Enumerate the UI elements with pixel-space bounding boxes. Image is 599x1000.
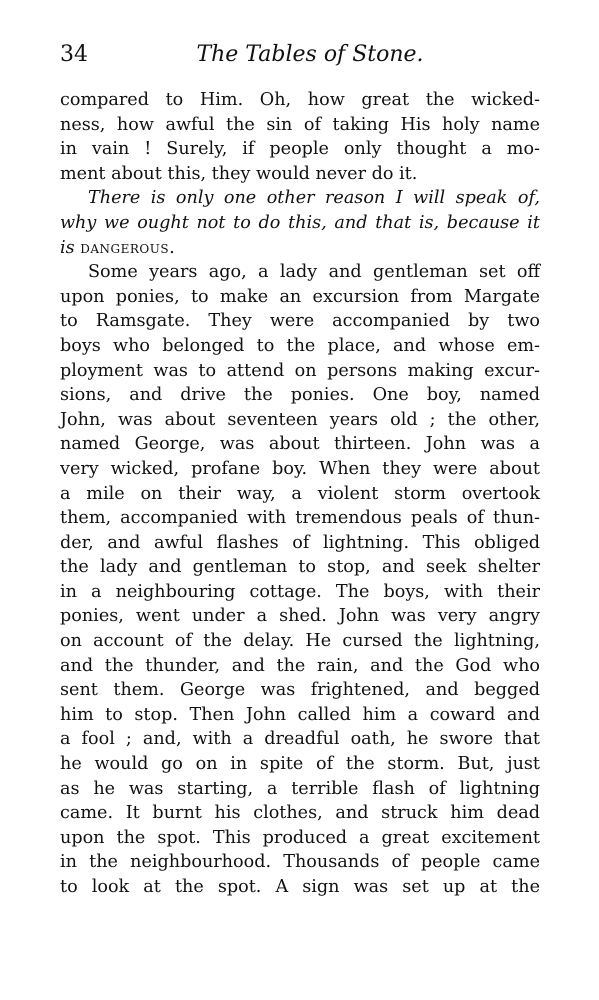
text-line-final: [60, 236, 540, 261]
text-line: in a neighbouring cottage. The boys, with their: [60, 581, 540, 602]
text-line: to Ramsgate. They were accompanied by two: [60, 311, 540, 332]
text-line: Some years ago, a lady and gentleman set off: [88, 262, 540, 283]
paragraph-1: [60, 88, 540, 186]
text-line: ment about this, they would never do it.: [60, 163, 418, 184]
text-line: as he was starting, a terrible flash of lightning: [60, 778, 540, 799]
text-line: he would go on in spite of the storm. But, just: [60, 754, 540, 775]
running-title: The Tables of Stone.: [196, 42, 424, 67]
text-line: John, was about seventeen years old ; the other,: [60, 409, 540, 430]
text-line: to look at the spot. A sign was set up at the: [60, 877, 540, 897]
text-line: upon ponies, to make an excursion from Margate: [60, 286, 540, 307]
text-line: him to stop. Then John called him a coward and: [60, 704, 540, 725]
text-line: ponies, went under a shed. John was very angry: [60, 606, 540, 627]
text-line: There is only one other reason I will speak of,: [88, 188, 540, 209]
text-line: came. It burnt his clothes, and struck him dead: [60, 803, 540, 824]
text-line: them, accompanied with tremendous peals of thun-: [60, 508, 540, 529]
text-line: boys who belonged to the place, and whose em-: [60, 335, 540, 356]
page-header: [60, 42, 540, 76]
paragraph-3: [60, 260, 540, 899]
text-line: in the neighbourhood. Thousands of people came: [60, 852, 540, 873]
text-line: sent them. George was frightened, and begged: [60, 680, 540, 701]
text-line: very wicked, profane boy. When they were about: [60, 458, 540, 479]
text-line: upon the spot. This produced a great excitement: [60, 827, 540, 848]
paragraph-2: [60, 186, 540, 260]
text-line: named George, was about thirteen. John was a: [60, 434, 540, 455]
page-number: 34: [60, 42, 88, 67]
text-line: a mile on their way, a violent storm overtook: [60, 483, 540, 504]
text-line: a fool ; and, with a dreadful oath, he swore that: [60, 729, 540, 750]
text-line: ployment was to attend on persons making excur-: [60, 360, 540, 381]
text-line: compared to Him. Oh, how great the wicked-: [60, 90, 540, 110]
text-line: ness, how awful the sin of taking His holy name: [60, 114, 540, 135]
text-line: der, and awful flashes of lightning. This obliged: [60, 532, 540, 553]
text-line: the lady and gentleman to stop, and seek shelter: [60, 557, 540, 578]
text-line: in vain ! Surely, if people only thought a mo-: [60, 139, 540, 160]
italic-word: is: [60, 237, 75, 258]
small-caps-word: dangerous.: [80, 237, 176, 258]
text-line: and the thunder, and the rain, and the God who: [60, 655, 540, 676]
text-line: on account of the delay. He cursed the lightning,: [60, 631, 540, 652]
book-page: [60, 42, 540, 900]
text-line: why we ought not to do this, and that is, because it: [60, 212, 540, 233]
text-line: sions, and drive the ponies. One boy, named: [60, 385, 540, 406]
